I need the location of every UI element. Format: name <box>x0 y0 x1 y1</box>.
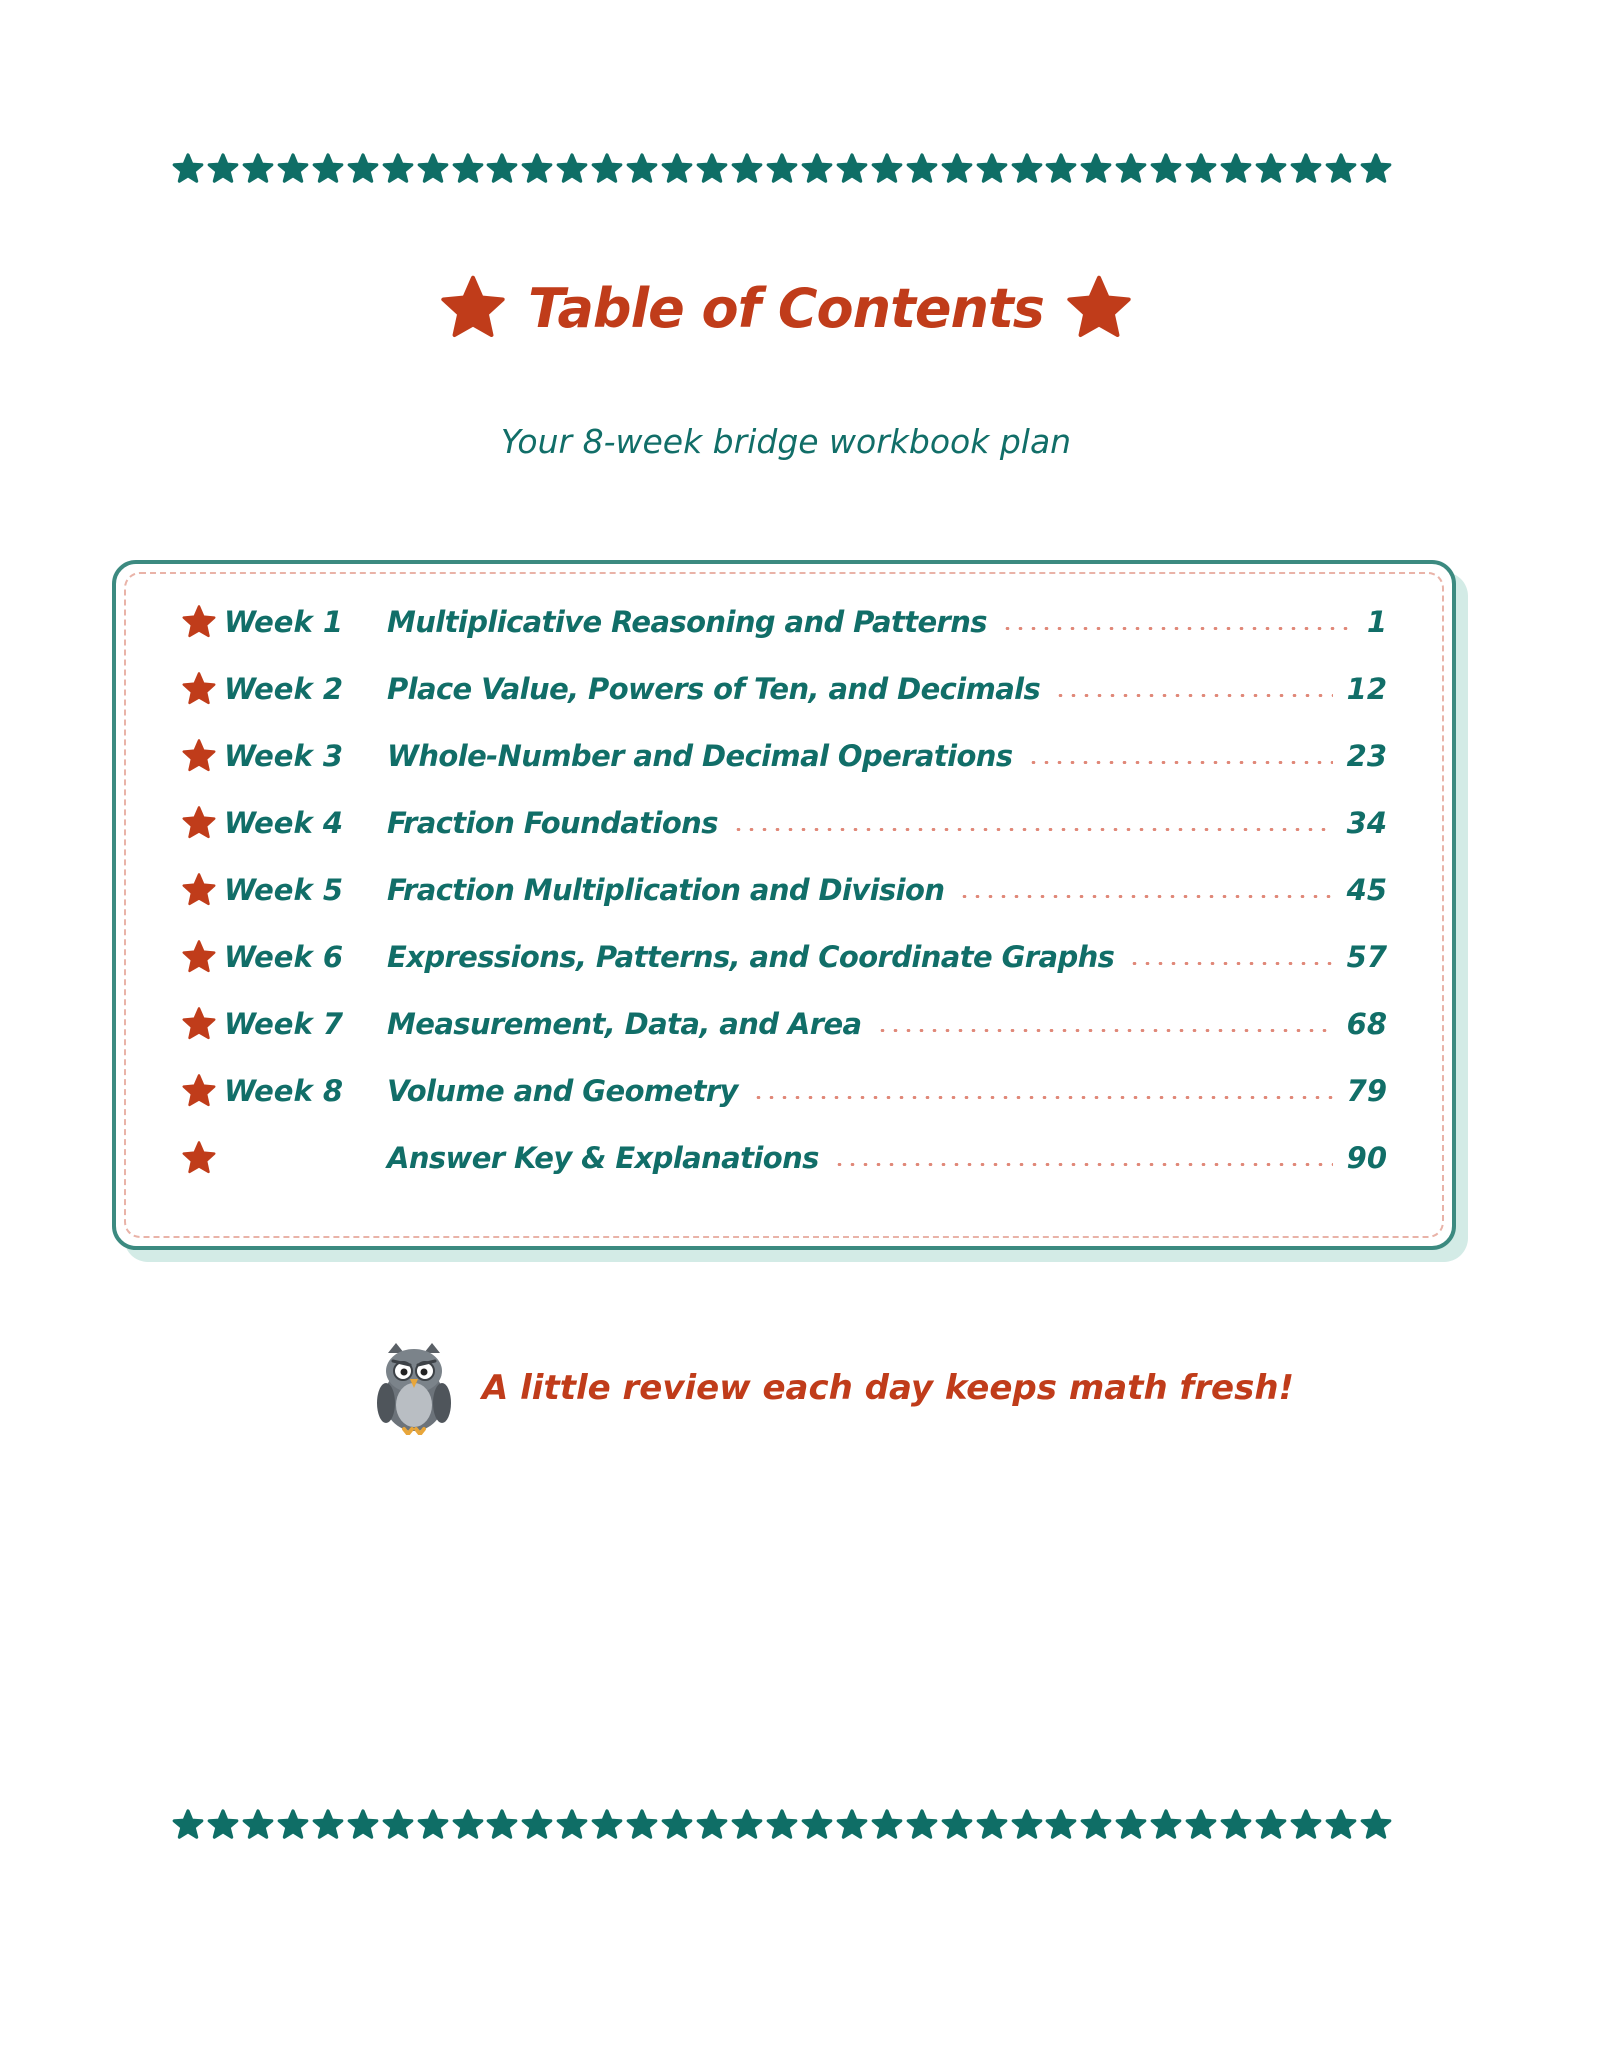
star-icon <box>182 1074 216 1108</box>
star-icon <box>1011 153 1043 185</box>
page-title-row <box>0 268 1572 348</box>
star-icon <box>591 1809 623 1841</box>
star-icon <box>440 275 506 341</box>
star-icon <box>696 1809 728 1841</box>
star-icon <box>1255 1809 1287 1841</box>
star-icon <box>661 153 693 185</box>
star-icon <box>906 1809 938 1841</box>
toc-page-number: 68 <box>1346 1007 1387 1041</box>
star-icon <box>1066 275 1132 341</box>
star-icon <box>941 1809 973 1841</box>
star-icon <box>1185 1809 1217 1841</box>
star-icon <box>976 153 1008 185</box>
toc-entry <box>182 600 1387 644</box>
dot-leader <box>1001 627 1353 630</box>
toc-week-label: Week 5 <box>224 873 344 907</box>
toc-entry-title: Expressions, Patterns, and Coordinate Graphs <box>387 940 1115 974</box>
toc-entry <box>182 801 1387 845</box>
star-icon <box>277 153 309 185</box>
toc-entry-title: Measurement, Data, and Area <box>387 1007 862 1041</box>
star-icon <box>172 1809 204 1841</box>
footer-note <box>374 1338 1294 1438</box>
toc-week-label: Week 7 <box>224 1007 344 1041</box>
toc-page-number: 34 <box>1346 806 1387 840</box>
star-icon <box>626 153 658 185</box>
star-icon <box>486 1809 518 1841</box>
toc-week-label: Week 3 <box>224 739 344 773</box>
star-icon <box>312 153 344 185</box>
star-icon <box>1290 1809 1322 1841</box>
star-icon <box>1325 1809 1357 1841</box>
star-icon <box>731 1809 763 1841</box>
star-icon <box>1115 153 1147 185</box>
star-icon <box>1290 153 1322 185</box>
toc-entry-title: Fraction Multiplication and Division <box>387 873 945 907</box>
page-title: Table of Contents <box>528 276 1044 340</box>
toc-week-label: Week 1 <box>224 605 344 639</box>
star-icon <box>417 1809 449 1841</box>
toc-page-number: 79 <box>1346 1074 1387 1108</box>
toc-entry-title: Multiplicative Reasoning and Patterns <box>387 605 987 639</box>
star-icon <box>182 806 216 840</box>
toc-page-number: 1 <box>1366 605 1387 639</box>
top-star-border <box>172 152 1392 186</box>
dot-leader <box>876 1029 1333 1032</box>
star-icon <box>207 1809 239 1841</box>
star-icon <box>521 1809 553 1841</box>
toc-page-number: 12 <box>1346 672 1387 706</box>
star-icon <box>312 1809 344 1841</box>
toc-page-number: 90 <box>1346 1141 1387 1175</box>
toc-entry <box>182 667 1387 711</box>
star-icon <box>1325 153 1357 185</box>
star-icon <box>452 1809 484 1841</box>
toc-entry-title: Answer Key & Explanations <box>387 1141 819 1175</box>
footer-message: A little review each day keeps math fresh! <box>482 1368 1295 1408</box>
toc-page-number: 45 <box>1346 873 1387 907</box>
star-icon <box>836 153 868 185</box>
star-icon <box>661 1809 693 1841</box>
toc-week-label: Week 4 <box>224 806 344 840</box>
toc-page-number: 57 <box>1346 940 1387 974</box>
dot-leader <box>752 1096 1333 1099</box>
star-icon <box>182 1141 216 1175</box>
dot-leader <box>833 1163 1333 1166</box>
star-icon <box>182 739 216 773</box>
star-icon <box>1255 153 1287 185</box>
star-icon <box>626 1809 658 1841</box>
star-icon <box>242 153 274 185</box>
dot-leader <box>1027 761 1333 764</box>
star-icon <box>1115 1809 1147 1841</box>
page-subtitle: Your 8-week bridge workbook plan <box>500 422 1072 461</box>
toc-entry <box>182 1002 1387 1046</box>
star-icon <box>521 153 553 185</box>
star-icon <box>766 153 798 185</box>
star-icon <box>486 153 518 185</box>
star-icon <box>172 153 204 185</box>
star-icon <box>1360 153 1392 185</box>
dot-leader <box>958 895 1332 898</box>
star-icon <box>1080 1809 1112 1841</box>
star-icon <box>556 1809 588 1841</box>
toc-entry-title: Fraction Foundations <box>387 806 718 840</box>
star-icon <box>696 153 728 185</box>
star-icon <box>182 873 216 907</box>
star-icon <box>182 605 216 639</box>
dot-leader <box>732 828 1333 831</box>
star-icon <box>207 153 239 185</box>
toc-box <box>112 560 1456 1250</box>
toc-entry-title: Place Value, Powers of Ten, and Decimals <box>387 672 1041 706</box>
star-icon <box>871 153 903 185</box>
star-icon <box>182 672 216 706</box>
star-icon <box>836 1809 868 1841</box>
star-icon <box>277 1809 309 1841</box>
toc-entry <box>182 935 1387 979</box>
star-icon <box>182 940 216 974</box>
toc-week-label: Week 2 <box>224 672 344 706</box>
star-icon <box>1150 1809 1182 1841</box>
star-icon <box>452 153 484 185</box>
toc-page-number: 23 <box>1346 739 1387 773</box>
toc-entry <box>182 1069 1387 1113</box>
star-icon <box>801 1809 833 1841</box>
star-icon <box>1360 1809 1392 1841</box>
star-icon <box>382 153 414 185</box>
star-icon <box>242 1809 274 1841</box>
star-icon <box>976 1809 1008 1841</box>
toc-week-label: Week 8 <box>224 1074 344 1108</box>
star-icon <box>556 153 588 185</box>
star-icon <box>1220 1809 1252 1841</box>
star-icon <box>1080 153 1112 185</box>
dot-leader <box>1054 694 1332 697</box>
dot-leader <box>1128 962 1332 965</box>
star-icon <box>347 153 379 185</box>
owl-icon <box>374 1341 454 1435</box>
star-icon <box>766 1809 798 1841</box>
bottom-star-border <box>172 1808 1392 1842</box>
star-icon <box>591 153 623 185</box>
star-icon <box>906 153 938 185</box>
star-icon <box>1045 1809 1077 1841</box>
toc-entry <box>182 734 1387 778</box>
toc-week-label: Week 6 <box>224 940 344 974</box>
star-icon <box>417 153 449 185</box>
star-icon <box>1185 153 1217 185</box>
toc-entry <box>182 1136 1387 1180</box>
star-icon <box>1220 153 1252 185</box>
toc-entry-title: Whole-Number and Decimal Operations <box>387 739 1013 773</box>
star-icon <box>382 1809 414 1841</box>
star-icon <box>1045 153 1077 185</box>
star-icon <box>871 1809 903 1841</box>
star-icon <box>801 153 833 185</box>
toc-entry-title: Volume and Geometry <box>387 1074 738 1108</box>
star-icon <box>1150 153 1182 185</box>
star-icon <box>347 1809 379 1841</box>
toc-entry <box>182 868 1387 912</box>
star-icon <box>941 153 973 185</box>
star-icon <box>182 1007 216 1041</box>
star-icon <box>731 153 763 185</box>
star-icon <box>1011 1809 1043 1841</box>
